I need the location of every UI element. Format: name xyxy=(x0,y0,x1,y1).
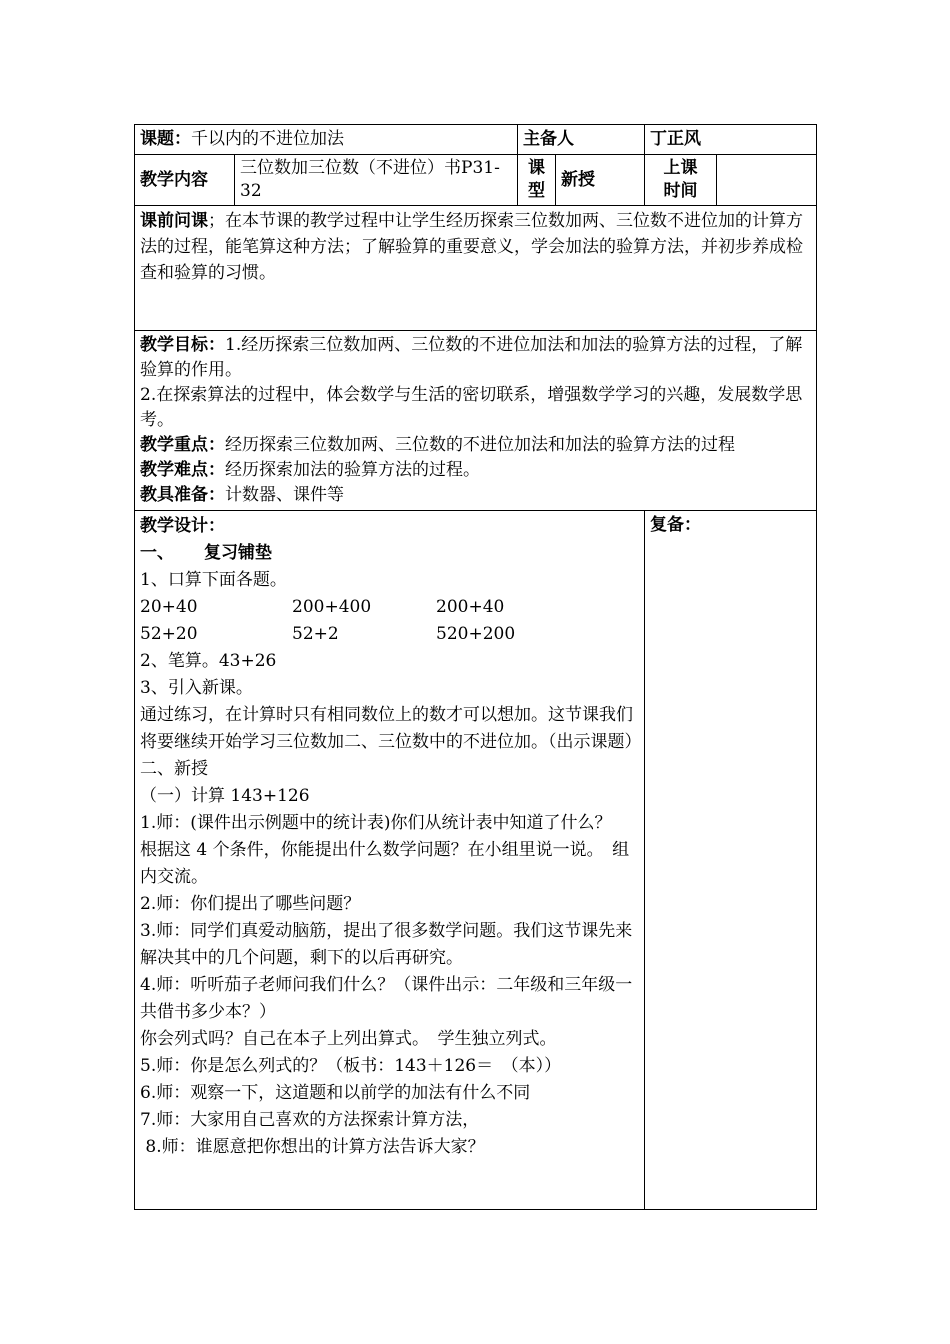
preparer-label-cell xyxy=(518,125,645,155)
topic-cell xyxy=(135,125,518,155)
key-point-line xyxy=(140,433,811,458)
tools-label: 教具准备： xyxy=(140,485,225,505)
goals-cell xyxy=(135,331,817,511)
preparer-value-cell xyxy=(645,125,817,155)
tools-line xyxy=(140,483,811,508)
calc-row-2 xyxy=(140,621,639,648)
review-label: 复备： xyxy=(650,515,701,535)
design-row xyxy=(135,511,817,1210)
goals-label: 教学目标： xyxy=(140,335,225,355)
lesson-plan xyxy=(134,124,816,1210)
section-2-heading: 二、新授 xyxy=(140,759,208,779)
section-1-num: 一、 xyxy=(140,543,174,563)
step-4: 4.师：听听茄子老师问我们什么？（课件出示：二年级和三年级一共借书多少本？） xyxy=(140,975,633,1022)
item-1: 1、口算下面各题。 xyxy=(140,570,287,590)
key-point-text: 经历探索三位数加两、三位数的不进位加法和加法的验算方法的过程 xyxy=(225,435,735,455)
section-1-title: 复习铺垫 xyxy=(204,543,272,563)
step-7: 7.师：大家用自己喜欢的方法探索计算方法， xyxy=(140,1110,480,1130)
review-cell xyxy=(645,511,817,1210)
difficulty-text: 经历探索加法的验算方法的过程。 xyxy=(225,460,480,480)
step-5: 5.师：你是怎么列式的？（板书：143＋126＝ （本）） xyxy=(140,1056,562,1076)
design-label: 教学设计： xyxy=(140,516,225,536)
preparer-label: 主备人 xyxy=(523,129,574,149)
calc-2-2: 52+2 xyxy=(292,624,339,644)
step-3: 3.师：同学们真爱动脑筋，提出了很多数学问题。我们这节课先来解决其中的几个问题，剩下的以后再研究。 xyxy=(140,921,633,968)
time-label-cell xyxy=(645,155,717,206)
calc-row-1 xyxy=(140,594,639,621)
step-1b: 根据这 4 个条件，你能提出什么数学问题？在小组里说一说。 组内交流。 xyxy=(140,840,630,887)
key-point-label: 教学重点： xyxy=(140,435,225,455)
calc-1-1: 20+40 xyxy=(140,597,198,617)
item-2: 2、笔算。43+26 xyxy=(140,651,277,671)
content-value: 三位数加三位数（不进位）书P31-32 xyxy=(240,158,500,201)
sub-section-1: （一）计算 143+126 xyxy=(140,786,310,806)
time-label-2: 时间 xyxy=(663,181,698,201)
goals-text-1: 1.经历探索三位数加两、三位数的不进位加法和加法的验算方法的过程，了解验算的作用。 xyxy=(140,335,803,380)
type-value: 新授 xyxy=(561,169,595,190)
pre-class-row xyxy=(135,206,817,331)
intro-text: 通过练习，在计算时只有相同数位上的数才可以想加。这节课我们将要继续开始学习三位数加二、三位数中的不进位加。（出示课题） xyxy=(140,705,642,752)
goals-line-2: 2.在探索算法的过程中，体会数学与生活的密切联系，增强数学学习的兴趣，发展数学思考。 xyxy=(140,385,803,430)
step-2: 2.师：你们提出了哪些问题？ xyxy=(140,894,361,914)
step-6: 6.师：观察一下，这道题和以前学的加法有什么不同 xyxy=(140,1083,531,1103)
time-value-cell xyxy=(717,155,817,206)
step-4b: 你会列式吗？自己在本子上列出算式。 学生独立列式。 xyxy=(140,1029,557,1049)
item-3: 3、引入新课。 xyxy=(140,678,253,698)
content-row xyxy=(135,155,817,206)
type-value-cell xyxy=(556,155,645,206)
difficulty-line xyxy=(140,458,811,483)
calc-2-3: 520+200 xyxy=(436,624,516,644)
pre-class-cell xyxy=(135,206,817,331)
step-1: 1.师：(课件出示例题中的统计表)你们从统计表中知道了什么？ xyxy=(140,813,612,833)
design-cell xyxy=(135,511,645,1210)
tools-text: 计数器、课件等 xyxy=(225,485,344,505)
calc-1-2: 200+400 xyxy=(292,597,372,617)
type-label-2: 型 xyxy=(528,181,545,201)
calc-1-3: 200+40 xyxy=(436,597,505,617)
topic-value: 千以内的不进位加法 xyxy=(191,129,344,149)
goals-line-1 xyxy=(140,333,811,383)
pre-class-text: ；在本节课的教学过程中让学生经历探索三位数加两、三位数不进位加的计算方法的过程，能笔算这种方法；了解验算的重要意义，学会加法的验算方法，并初步养成检查和验算的习惯。 xyxy=(140,211,803,283)
topic-label: 课题： xyxy=(140,129,191,149)
pre-class-label: 课前问课 xyxy=(140,211,208,231)
lesson-plan-table xyxy=(134,124,817,1210)
topic-row xyxy=(135,125,817,155)
content-value-cell xyxy=(235,155,518,206)
content-label: 教学内容 xyxy=(140,169,208,190)
step-8: 8.师：谁愿意把你想出的计算方法告诉大家？ xyxy=(140,1137,485,1157)
calc-2-1: 52+20 xyxy=(140,624,198,644)
type-label-cell xyxy=(518,155,556,206)
section-1-heading xyxy=(140,540,639,567)
preparer-value: 丁正风 xyxy=(650,129,701,149)
goals-row xyxy=(135,331,817,511)
difficulty-label: 教学难点： xyxy=(140,460,225,480)
time-label-1: 上课 xyxy=(663,158,698,178)
content-label-cell xyxy=(135,155,235,206)
type-label-1: 课 xyxy=(528,158,545,178)
